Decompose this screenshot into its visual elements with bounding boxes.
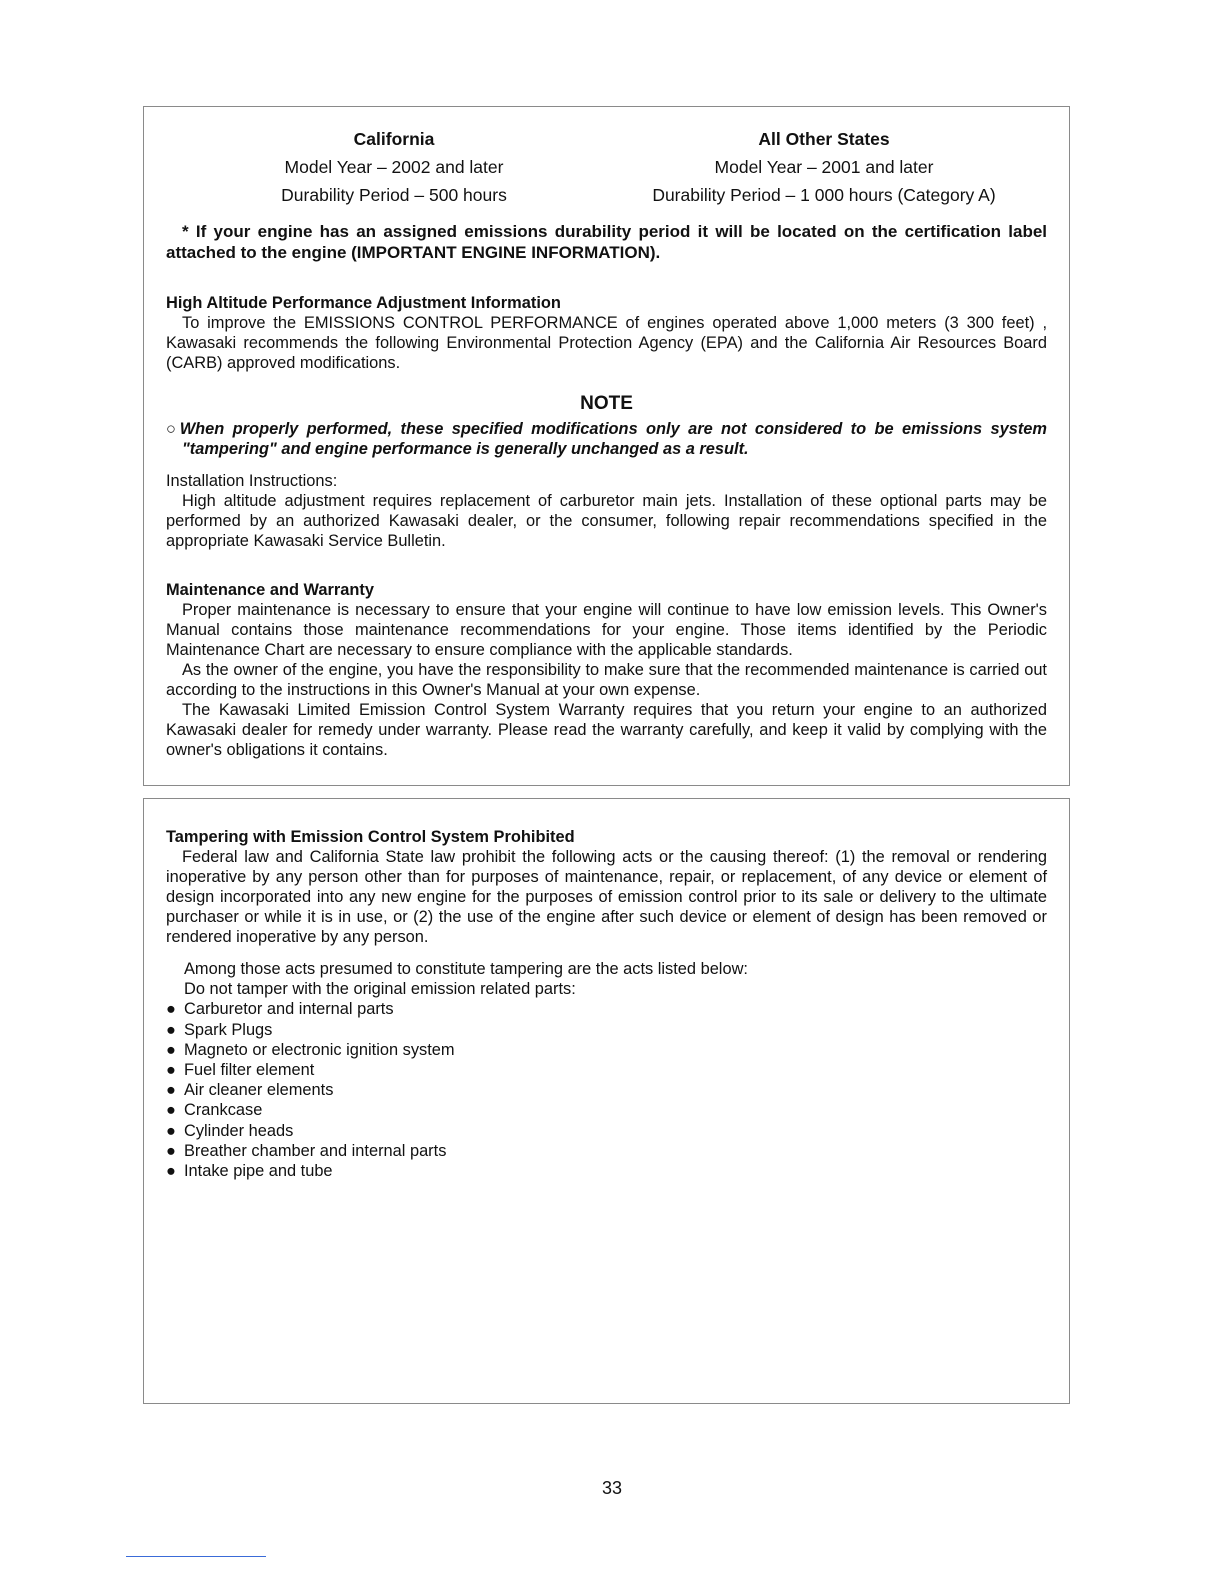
tampering-intro: Among those acts presumed to constitute tampering are the acts listed below: xyxy=(184,960,748,978)
installation-label: Installation Instructions: xyxy=(166,472,338,490)
maintenance-heading: Maintenance and Warranty xyxy=(166,581,374,599)
other-states-title: All Other States xyxy=(758,129,890,149)
emissions-info-box xyxy=(143,106,1070,786)
maintenance-paragraph: As the owner of the engine, you have the responsibility to make sure that the recommended maintenance is carried out according to the instructions in this Owner's Manual at your own expense. xyxy=(166,661,1047,699)
list-item: ● Intake pipe and tube xyxy=(166,1162,333,1181)
bullet-icon: ● xyxy=(166,1162,176,1181)
list-item: ● Cylinder heads xyxy=(166,1121,294,1140)
list-item: ● Fuel filter element xyxy=(166,1061,315,1080)
list-item: ● Crankcase xyxy=(166,1101,263,1120)
bullet-icon: ● xyxy=(166,1121,176,1140)
bullet-icon: ● xyxy=(166,1000,176,1019)
list-item: ● Spark Plugs xyxy=(166,1020,273,1039)
tampering-body: Federal law and California State law prohibit the following acts or the causing thereof: (1) the removal or rendering inoperative by any person other than for purposes of maintenance, repair, or replacement, of any device or element of design incorporated into any new engine for the purposes of emission control prior to its sale or delivery to the ultimate purchaser or while it is in use, or (2) the use of the engine after such device or element of design has been removed or rendered inoperative by any person. xyxy=(166,848,1047,946)
california-title: California xyxy=(353,129,435,149)
california-model-year: Model Year – 2002 and later xyxy=(284,157,504,177)
footer-rule xyxy=(126,1556,266,1557)
tampering-heading: Tampering with Emission Control System Prohibited xyxy=(166,828,575,846)
high-altitude-heading: High Altitude Performance Adjustment Information xyxy=(166,294,561,312)
maintenance-paragraph: The Kawasaki Limited Emission Control System Warranty requires that you return your engine to an authorized Kawasaki dealer for remedy under warranty. Please read the warranty carefully, and keep it valid by complying with the owner's obligations it contains. xyxy=(166,701,1047,759)
page-number: 33 xyxy=(601,1478,623,1498)
california-durability: Durability Period – 500 hours xyxy=(281,185,507,205)
emission-parts-list xyxy=(166,999,1047,1181)
note-text: ○When properly performed, these specified modifications only are not considered to be emissions system "tampering" and engine performance is generally unchanged as a result. xyxy=(166,420,1047,458)
bullet-icon: ● xyxy=(166,1040,176,1059)
list-item: ● Carburetor and internal parts xyxy=(166,1000,394,1019)
list-item: ● Magneto or electronic ignition system xyxy=(166,1040,455,1059)
note-title: NOTE xyxy=(580,393,633,414)
high-altitude-body: To improve the EMISSIONS CONTROL PERFORMANCE of engines operated above 1,000 meters (3 300 feet) , Kawasaki recommends the following Environmental Protection Agency (EPA) and the California Air Resources Board (CARB) approved modifications. xyxy=(166,314,1047,372)
installation-body: High altitude adjustment requires replacement of carburetor main jets. Installation of these optional parts may be performed by an authorized Kawasaki dealer, or the consumer, following repair recommendations specified in the appropriate Kawasaki Service Bulletin. xyxy=(166,492,1047,550)
tampering-intro-parts: Do not tamper with the original emission related parts: xyxy=(184,980,576,999)
tampering-box xyxy=(143,798,1070,1404)
other-states-column xyxy=(624,125,1024,209)
list-item: ● Breather chamber and internal parts xyxy=(166,1141,447,1160)
bullet-icon: ● xyxy=(166,1081,176,1100)
durability-footnote: * If your engine has an assigned emissions durability period it will be located on the certification label attached to the engine (IMPORTANT ENGINE INFORMATION). xyxy=(166,222,1047,262)
durability-table xyxy=(144,125,1069,215)
list-item: ● Air cleaner elements xyxy=(166,1081,334,1100)
bullet-icon: ● xyxy=(166,1061,176,1080)
other-states-durability: Durability Period – 1 000 hours (Category A) xyxy=(652,185,996,205)
other-states-model-year: Model Year – 2001 and later xyxy=(714,157,934,177)
california-column xyxy=(204,125,584,209)
bullet-icon: ● xyxy=(166,1141,176,1160)
bullet-icon: ● xyxy=(166,1020,176,1039)
maintenance-paragraph: Proper maintenance is necessary to ensure that your engine will continue to have low emission levels. This Owner's Manual contains those maintenance recommendations for your engine. Those items identified by the Periodic Maintenance Chart are necessary to ensure compliance with the applicable standards. xyxy=(166,601,1047,659)
bullet-icon: ● xyxy=(166,1101,176,1120)
